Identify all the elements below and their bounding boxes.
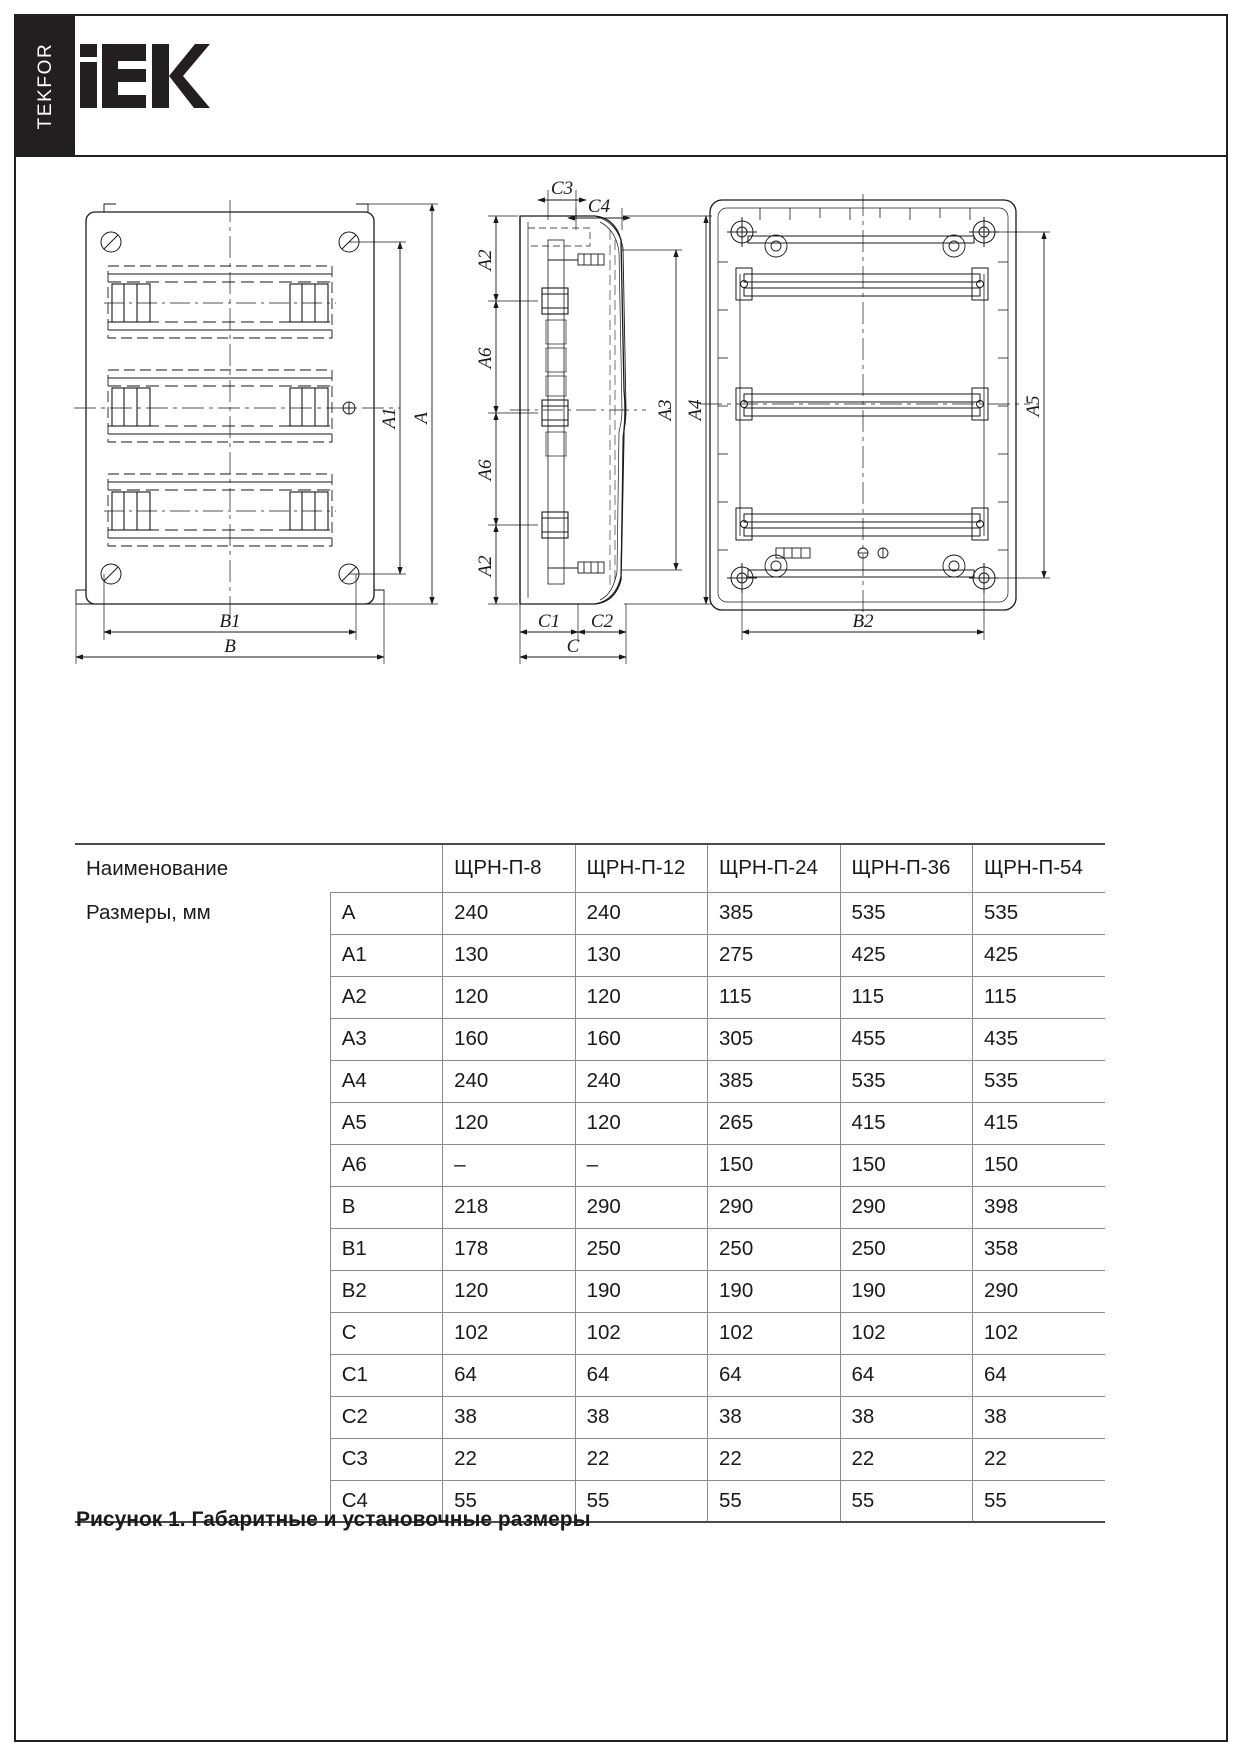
side-section-view <box>488 190 712 664</box>
row-label-blank <box>75 1018 330 1060</box>
row-value: 435 <box>972 1018 1105 1060</box>
row-value: 115 <box>972 976 1105 1018</box>
row-value: 130 <box>443 934 575 976</box>
row-value: 120 <box>575 1102 707 1144</box>
row-value: 190 <box>708 1270 840 1312</box>
row-value: 102 <box>840 1312 972 1354</box>
row-label-blank <box>75 1186 330 1228</box>
row-value: 55 <box>443 1480 575 1522</box>
table-header-col-4: ЩРН-П-54 <box>972 844 1105 892</box>
row-label-blank <box>75 934 330 976</box>
row-value: 64 <box>972 1354 1105 1396</box>
row-value: 250 <box>840 1228 972 1270</box>
dim-label-B: B <box>224 636 236 657</box>
dim-label-A6-lower: A6 <box>475 459 496 481</box>
row-value: 290 <box>708 1186 840 1228</box>
iek-logo <box>80 40 210 112</box>
dim-label-A1: A1 <box>379 407 400 429</box>
row-value: – <box>575 1144 707 1186</box>
row-label-blank <box>75 1438 330 1480</box>
row-value: 178 <box>443 1228 575 1270</box>
row-label-blank <box>75 1228 330 1270</box>
table-row <box>75 1312 1105 1354</box>
row-label-blank <box>75 1102 330 1144</box>
row-value: 160 <box>443 1018 575 1060</box>
row-value: 22 <box>575 1438 707 1480</box>
row-symbol: C1 <box>330 1354 442 1396</box>
row-value: 275 <box>708 934 840 976</box>
row-value: 535 <box>840 892 972 934</box>
row-symbol: A2 <box>330 976 442 1018</box>
row-value: 535 <box>972 1060 1105 1102</box>
row-value: 102 <box>708 1312 840 1354</box>
row-value: 415 <box>972 1102 1105 1144</box>
row-value: 398 <box>972 1186 1105 1228</box>
row-value: 64 <box>575 1354 707 1396</box>
figure-caption: Рисунок 1. Габаритные и установочные размеры <box>76 1508 591 1531</box>
brand-vertical-label: TEKFOR <box>34 42 56 129</box>
row-symbol: C4 <box>330 1480 442 1522</box>
row-symbol: C2 <box>330 1396 442 1438</box>
row-value: 120 <box>575 976 707 1018</box>
table-row <box>75 1144 1105 1186</box>
row-label-blank <box>75 1270 330 1312</box>
row-value: 38 <box>575 1396 707 1438</box>
row-value: 218 <box>443 1186 575 1228</box>
table-row <box>75 1396 1105 1438</box>
row-value: 150 <box>708 1144 840 1186</box>
dim-label-A5: A5 <box>1023 395 1044 417</box>
row-value: 240 <box>443 892 575 934</box>
row-value: 190 <box>840 1270 972 1312</box>
row-value: 250 <box>708 1228 840 1270</box>
row-label-blank <box>75 1144 330 1186</box>
row-value: 115 <box>708 976 840 1018</box>
row-symbol: B <box>330 1186 442 1228</box>
dim-label-C1: C1 <box>537 611 561 632</box>
row-value: 115 <box>840 976 972 1018</box>
table-header-name-label: Наименование <box>86 856 229 880</box>
table-header-col-1: ЩРН-П-12 <box>575 844 707 892</box>
row-label-blank <box>75 976 330 1018</box>
row-label-blank <box>75 1060 330 1102</box>
row-value: 290 <box>972 1270 1105 1312</box>
row-value: 22 <box>708 1438 840 1480</box>
row-value: 190 <box>575 1270 707 1312</box>
row-value: 55 <box>708 1480 840 1522</box>
dim-label-A: A <box>411 412 432 424</box>
table-header-col-2: ЩРН-П-24 <box>708 844 840 892</box>
row-value: 240 <box>443 1060 575 1102</box>
row-symbol: A6 <box>330 1144 442 1186</box>
row-value: 150 <box>972 1144 1105 1186</box>
dimensions-table <box>75 843 1105 1523</box>
row-symbol: A5 <box>330 1102 442 1144</box>
row-value: 305 <box>708 1018 840 1060</box>
row-value: 38 <box>840 1396 972 1438</box>
row-value: 130 <box>575 934 707 976</box>
front-panel-view <box>74 200 438 664</box>
row-value: 38 <box>443 1396 575 1438</box>
table-group-label: Размеры, мм <box>86 901 211 924</box>
table-row <box>75 1060 1105 1102</box>
row-value: 102 <box>972 1312 1105 1354</box>
row-label-blank <box>75 1354 330 1396</box>
row-value: 22 <box>443 1438 575 1480</box>
row-value: 425 <box>972 934 1105 976</box>
row-value: 102 <box>575 1312 707 1354</box>
row-value: 120 <box>443 1102 575 1144</box>
row-symbol: A3 <box>330 1018 442 1060</box>
row-value: 55 <box>972 1480 1105 1522</box>
technical-drawings <box>70 170 1130 690</box>
dim-label-C3: C3 <box>550 178 574 199</box>
row-value: 64 <box>708 1354 840 1396</box>
row-value: 55 <box>840 1480 972 1522</box>
row-value: 64 <box>840 1354 972 1396</box>
row-value: 120 <box>443 976 575 1018</box>
row-symbol: C <box>330 1312 442 1354</box>
row-value: 22 <box>972 1438 1105 1480</box>
row-label-blank <box>75 1396 330 1438</box>
row-value: 150 <box>840 1144 972 1186</box>
row-value: 535 <box>840 1060 972 1102</box>
table-row <box>75 1018 1105 1060</box>
table-header-row <box>75 844 1105 892</box>
row-value: 102 <box>443 1312 575 1354</box>
brand-bar <box>16 16 75 155</box>
row-symbol: A1 <box>330 934 442 976</box>
row-value: 425 <box>840 934 972 976</box>
row-symbol: C3 <box>330 1438 442 1480</box>
row-value: 22 <box>840 1438 972 1480</box>
table-row <box>75 1186 1105 1228</box>
dim-label-B1: B1 <box>219 611 241 632</box>
dim-label-A6-upper: A6 <box>475 347 496 369</box>
row-value: 160 <box>575 1018 707 1060</box>
dim-label-A4: A4 <box>685 399 706 421</box>
table-header-col-0: ЩРН-П-8 <box>443 844 575 892</box>
dim-label-B2: B2 <box>852 611 874 632</box>
row-value: 385 <box>708 1060 840 1102</box>
row-symbol: A <box>330 892 442 934</box>
table-row <box>75 934 1105 976</box>
dim-label-A2-bottom: A2 <box>475 555 496 577</box>
row-value: 455 <box>840 1018 972 1060</box>
row-value: 250 <box>575 1228 707 1270</box>
row-value: 240 <box>575 892 707 934</box>
dim-label-C2: C2 <box>590 611 614 632</box>
table-row <box>75 1270 1105 1312</box>
row-symbol: B2 <box>330 1270 442 1312</box>
table-row <box>75 1438 1105 1480</box>
row-value: – <box>443 1144 575 1186</box>
row-symbol: B1 <box>330 1228 442 1270</box>
table-body <box>75 844 1105 1522</box>
back-enclosure-view <box>700 194 1050 640</box>
row-value: 38 <box>972 1396 1105 1438</box>
row-value: 290 <box>840 1186 972 1228</box>
table-header-symbol-blank <box>330 844 442 892</box>
header-divider <box>16 155 1228 157</box>
row-value: 120 <box>443 1270 575 1312</box>
row-value: 385 <box>708 892 840 934</box>
table-row <box>75 1354 1105 1396</box>
table-row <box>75 1228 1105 1270</box>
row-symbol: A4 <box>330 1060 442 1102</box>
row-value: 64 <box>443 1354 575 1396</box>
dim-label-A2-top: A2 <box>475 249 496 271</box>
table-header-col-3: ЩРН-П-36 <box>840 844 972 892</box>
dim-label-A3: A3 <box>655 399 676 421</box>
row-value: 38 <box>708 1396 840 1438</box>
dim-label-C: C <box>566 636 580 657</box>
table-row <box>75 892 1105 934</box>
table-row <box>75 976 1105 1018</box>
row-value: 55 <box>575 1480 707 1522</box>
row-value: 290 <box>575 1186 707 1228</box>
row-value: 415 <box>840 1102 972 1144</box>
row-value: 265 <box>708 1102 840 1144</box>
table-row <box>75 1102 1105 1144</box>
dim-label-C4: C4 <box>587 196 611 217</box>
row-value: 358 <box>972 1228 1105 1270</box>
row-label-blank <box>75 1312 330 1354</box>
row-value: 535 <box>972 892 1105 934</box>
row-value: 240 <box>575 1060 707 1102</box>
